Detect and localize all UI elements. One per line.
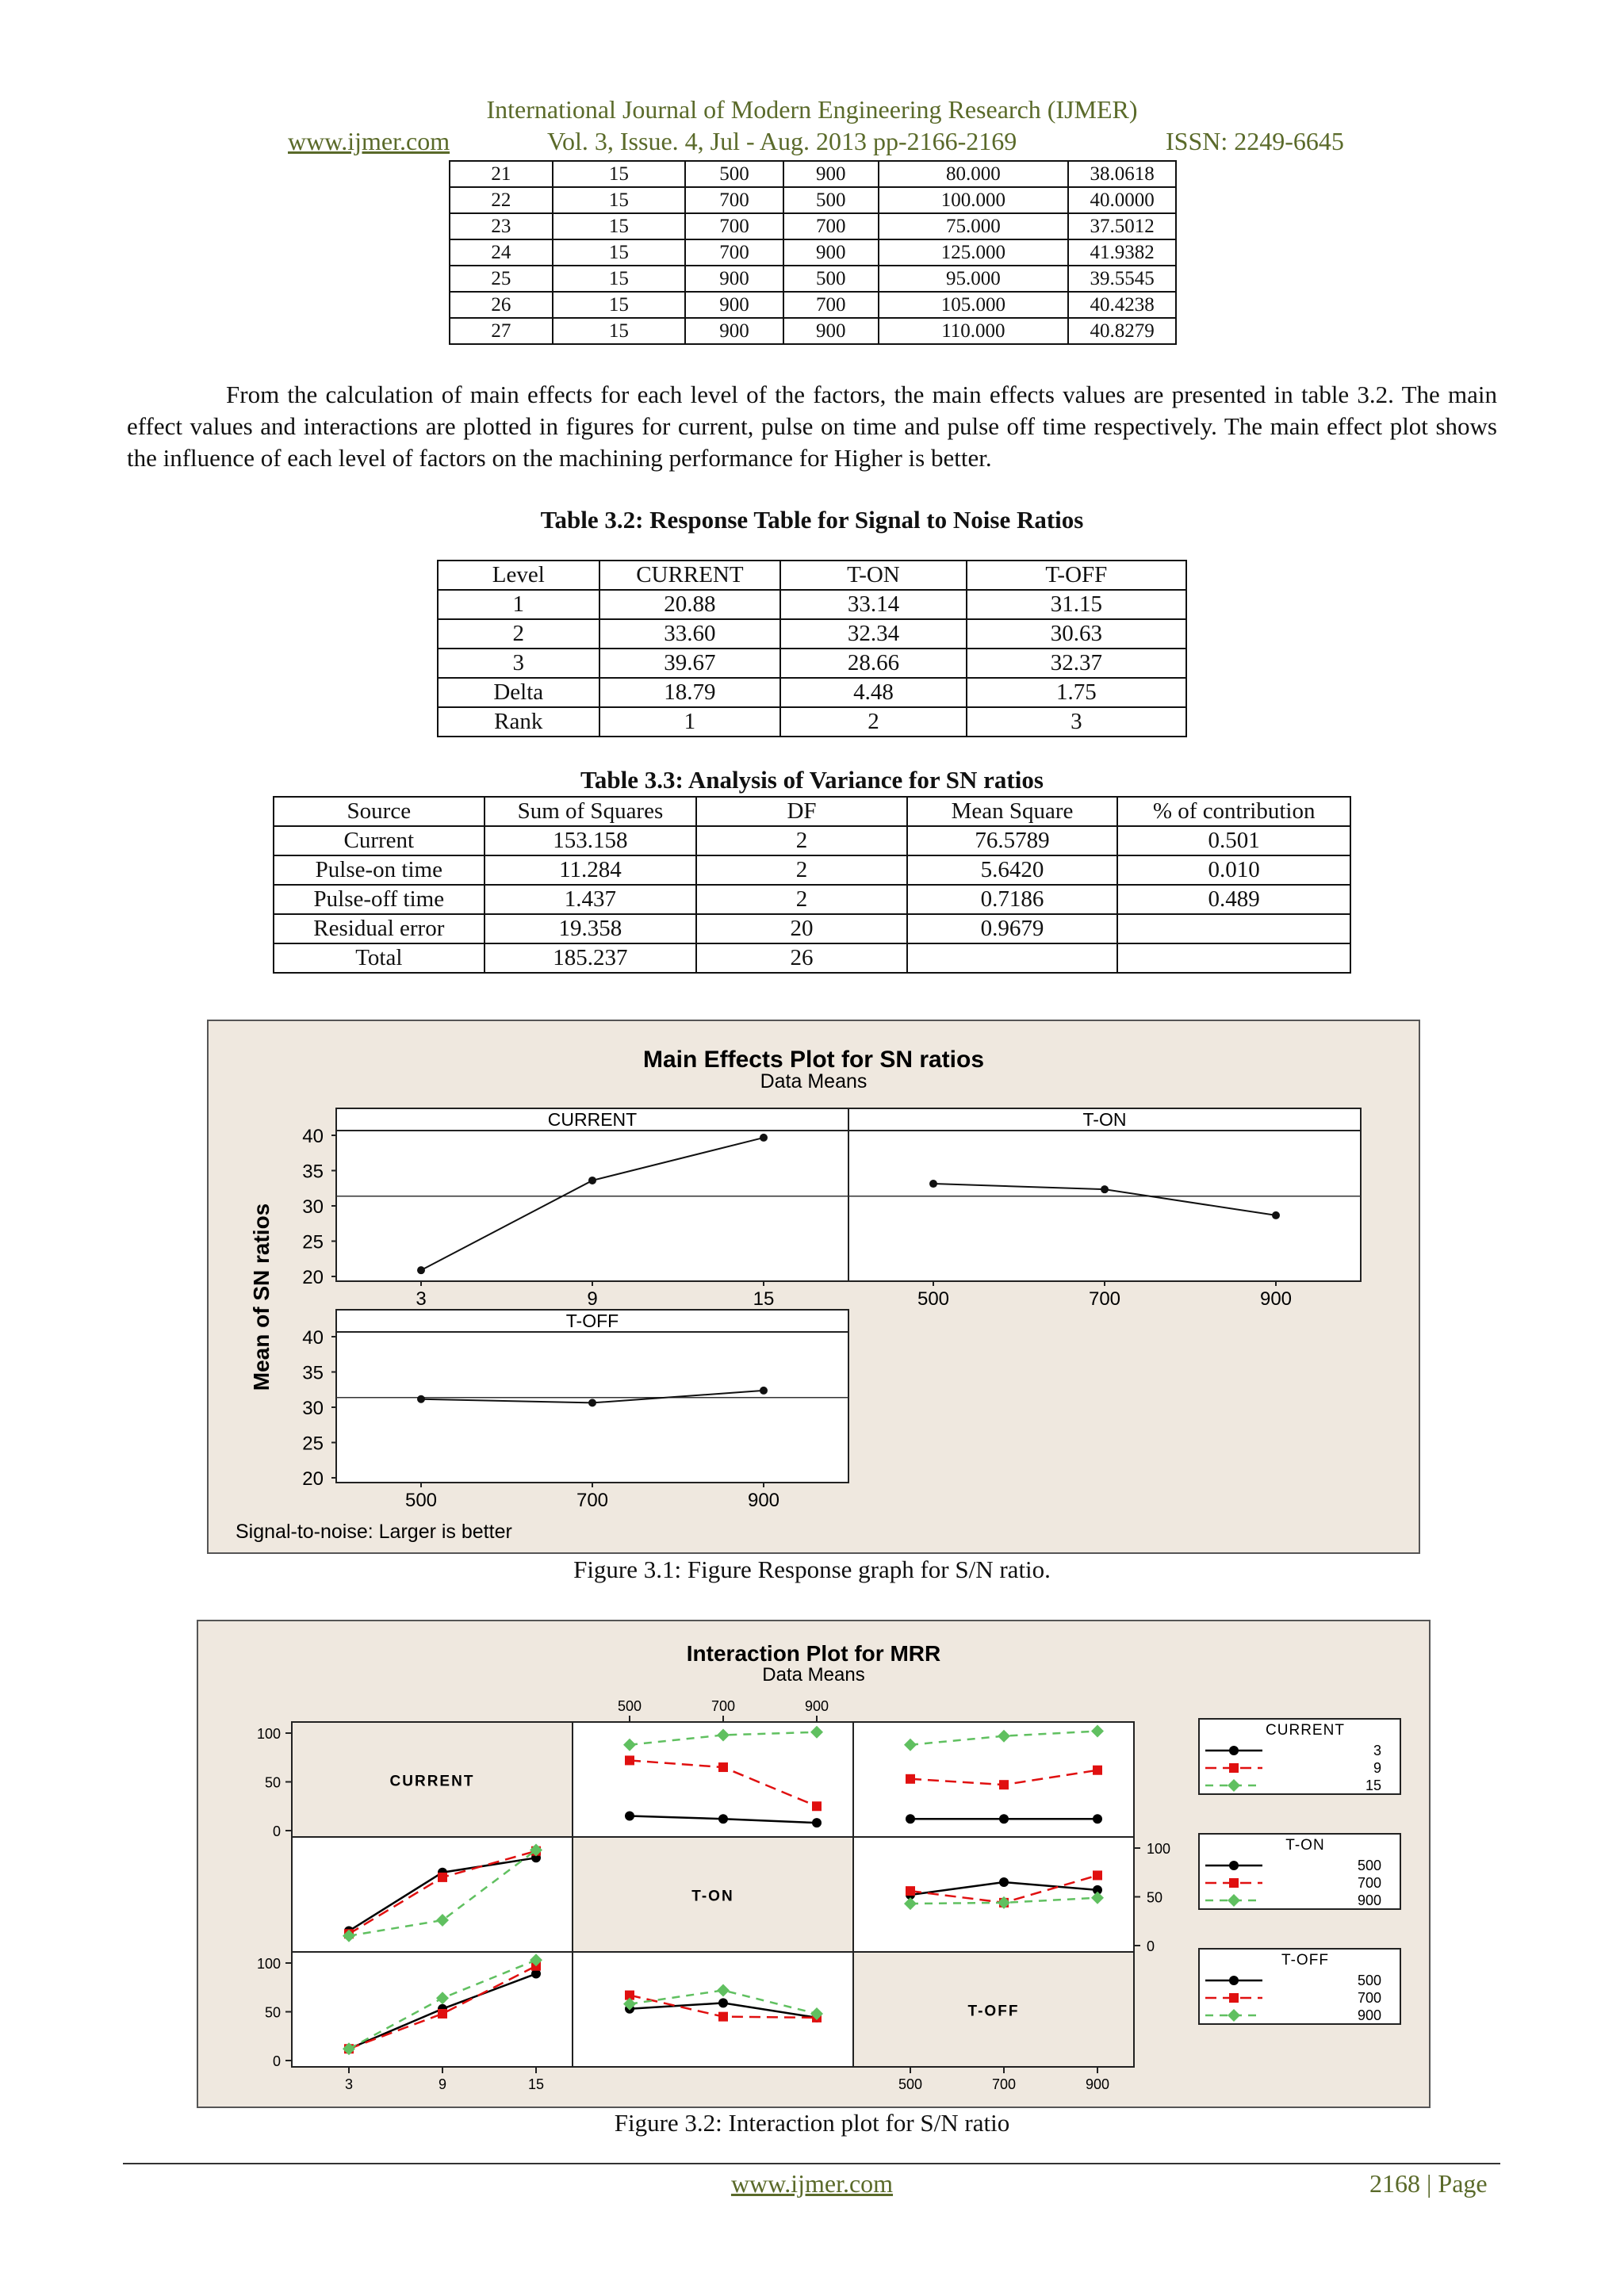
table-cell: 1 [599, 707, 781, 737]
y-tick-label: 20 [302, 1468, 324, 1490]
interaction-chart-frame [197, 1620, 1431, 2108]
data-point [812, 1801, 822, 1811]
table-cell: 15 [553, 318, 686, 344]
y-tick-label: 50 [264, 2004, 281, 2021]
x-tick-label: 900 [747, 1490, 780, 1511]
legend-title: T-OFF [1281, 1952, 1329, 1969]
table-cell: 41.9382 [1068, 239, 1176, 266]
table-cell: 700 [685, 213, 783, 239]
y-tick-label: 50 [1147, 1889, 1163, 1906]
data-point [438, 1873, 447, 1882]
data-point [1093, 1766, 1102, 1775]
table-row [438, 649, 1186, 678]
table-row [274, 855, 1350, 885]
chart-footnote: Signal-to-noise: Larger is better [236, 1521, 512, 1543]
table-cell: 900 [783, 318, 879, 344]
chart-title: Interaction Plot for MRR [686, 1641, 941, 1666]
data-point [999, 1780, 1009, 1789]
column-header: % of contribution [1117, 797, 1350, 826]
table-row [438, 678, 1186, 707]
footer-divider [123, 2163, 1500, 2164]
data-point [625, 1755, 634, 1765]
table-cell: 15 [553, 187, 686, 213]
table-cell: 20.88 [599, 590, 781, 619]
table-cell: 37.5012 [1068, 213, 1176, 239]
panel-frame [848, 1108, 1361, 1281]
table-cell: 900 [685, 318, 783, 344]
table-cell: 30.63 [967, 619, 1186, 649]
footer-url-link[interactable]: www.ijmer.com [730, 2169, 894, 2198]
y-tick-label: 100 [1147, 1841, 1171, 1857]
x-tick-label: 15 [527, 2076, 545, 2092]
x-tick-label: 500 [617, 1698, 642, 1714]
column-header: CURRENT [599, 561, 781, 590]
table-cell: 40.8279 [1068, 318, 1176, 344]
y-tick-label: 25 [302, 1433, 324, 1455]
body-paragraph [127, 379, 1497, 474]
chart-title: Main Effects Plot for SN ratios [642, 1047, 985, 1073]
data-point [588, 1399, 596, 1406]
table-row [438, 619, 1186, 649]
x-tick-label: 9 [438, 2076, 447, 2092]
table-cell: 24 [450, 239, 553, 266]
data-point [999, 1814, 1009, 1823]
y-tick-label: 100 [256, 1726, 281, 1742]
table-row [438, 707, 1186, 737]
table-cell: 105.000 [879, 292, 1068, 318]
y-tick-label: 0 [272, 2053, 281, 2069]
data-point [906, 1886, 915, 1896]
table-cell: 32.34 [780, 619, 966, 649]
legend-item-label: 900 [1357, 2007, 1381, 2023]
data-point [760, 1387, 768, 1395]
legend-item-label: 900 [1357, 1892, 1381, 1908]
table-cell: 1.75 [967, 678, 1186, 707]
panel-frame [336, 1310, 848, 1483]
main-effects-chart-frame [207, 1020, 1420, 1554]
table-row [274, 885, 1350, 914]
data-point [718, 1998, 728, 2007]
figure31-caption: Figure 3.1: Figure Response graph for S/N ratio. [573, 1556, 1051, 1583]
table-row [450, 187, 1176, 213]
diagonal-factor-label: CURRENT [389, 1773, 475, 1790]
table-cell: Total [274, 943, 485, 973]
chart-subtitle: Data Means [760, 1070, 868, 1093]
table-cell: 0.9679 [907, 914, 1118, 943]
y-tick-label: 50 [264, 1774, 281, 1791]
table-cell: 125.000 [879, 239, 1068, 266]
y-axis-label: Mean of SN ratios [249, 1203, 274, 1391]
table-cell: 0.489 [1117, 885, 1350, 914]
data-point [438, 2009, 447, 2019]
data-point [417, 1266, 425, 1274]
table-cell: 27 [450, 318, 553, 344]
table-row [450, 318, 1176, 344]
table-cell: 900 [685, 266, 783, 292]
y-tick-label: 25 [302, 1231, 324, 1253]
table-cell: 26 [450, 292, 553, 318]
table-cell: 0.7186 [907, 885, 1118, 914]
table-cell: Residual error [274, 914, 485, 943]
legend-item-label: 500 [1357, 1858, 1381, 1873]
table-header-row [438, 561, 1186, 590]
legend-marker [1229, 1763, 1239, 1773]
diagonal-factor-label: T-ON [691, 1888, 734, 1905]
main-effects-chart [209, 1021, 1419, 1552]
interaction-cell [573, 1952, 853, 2067]
table-cell: 0.501 [1117, 826, 1350, 855]
table-cell: 21 [450, 161, 553, 187]
table-cell: 2 [780, 707, 966, 737]
table-row [450, 161, 1176, 187]
data-point [929, 1180, 937, 1188]
table-cell: 500 [783, 187, 879, 213]
table-cell: 900 [783, 239, 879, 266]
data-point [906, 1814, 915, 1823]
legend-marker [1229, 1976, 1239, 1985]
data-point [417, 1395, 425, 1403]
legend-title: T-ON [1285, 1837, 1325, 1854]
legend-marker [1229, 1861, 1239, 1870]
table-cell: 4.48 [780, 678, 966, 707]
x-tick-label: 700 [710, 1698, 736, 1714]
table-cell: 31.15 [967, 590, 1186, 619]
table-cell: 2 [696, 885, 906, 914]
table-cell: 20 [696, 914, 906, 943]
interaction-chart [198, 1621, 1429, 2107]
data-point [812, 1818, 822, 1827]
legend-item-label: 700 [1357, 1875, 1381, 1891]
table32-caption: Table 3.2: Response Table for Signal to Noise Ratios [540, 506, 1084, 534]
column-header: Level [438, 561, 599, 590]
legend-item-label: 9 [1373, 1760, 1381, 1776]
interaction-cell [573, 1722, 853, 1837]
table-cell: Pulse-off time [274, 885, 485, 914]
column-header: Sum of Squares [485, 797, 697, 826]
table-cell: 28.66 [780, 649, 966, 678]
table-cell: 23 [450, 213, 553, 239]
legend-title: CURRENT [1266, 1722, 1345, 1739]
table-cell: 15 [553, 266, 686, 292]
journal-issn: ISSN: 2249-6645 [1166, 127, 1344, 155]
table-cell: 700 [685, 239, 783, 266]
table-cell: 22 [450, 187, 553, 213]
data-point [718, 2012, 728, 2022]
table-cell: 3 [438, 649, 599, 678]
diagonal-factor-label: T-OFF [967, 2003, 1020, 2020]
table33-anova-table [273, 796, 1351, 974]
table-row [450, 213, 1176, 239]
experiment-table-continuation [449, 160, 1177, 345]
table-cell: 40.4238 [1068, 292, 1176, 318]
table-cell: 26 [696, 943, 906, 973]
table-cell: 15 [553, 239, 686, 266]
column-header: DF [696, 797, 906, 826]
data-point [718, 1762, 728, 1772]
x-tick-label: 15 [753, 1288, 775, 1310]
legend-item-label: 700 [1357, 1990, 1381, 2006]
data-point [999, 1877, 1009, 1887]
table-cell: 900 [685, 292, 783, 318]
legend-marker [1229, 1878, 1239, 1888]
table-cell [1117, 943, 1350, 973]
table-cell: 33.14 [780, 590, 966, 619]
data-point [1272, 1211, 1280, 1219]
y-tick-label: 35 [302, 1362, 324, 1384]
x-tick-label: 900 [804, 1698, 829, 1714]
table-cell: Pulse-on time [274, 855, 485, 885]
y-tick-label: 0 [1147, 1938, 1155, 1954]
table-cell [907, 943, 1118, 973]
y-tick-label: 35 [302, 1161, 324, 1183]
table-cell: 25 [450, 266, 553, 292]
legend-marker [1229, 1993, 1239, 2003]
table-header-row [274, 797, 1350, 826]
data-point [1101, 1185, 1109, 1193]
legend-item-label: 500 [1357, 1973, 1381, 1988]
table-row [450, 266, 1176, 292]
data-point [906, 1774, 915, 1784]
table-cell: 110.000 [879, 318, 1068, 344]
table-cell: 39.67 [599, 649, 781, 678]
column-header: T-ON [780, 561, 966, 590]
table-cell: 153.158 [485, 826, 697, 855]
table-cell: 700 [783, 213, 879, 239]
table-cell: 11.284 [485, 855, 697, 885]
table-cell: 33.60 [599, 619, 781, 649]
data-point [1093, 1814, 1102, 1823]
table-cell: Current [274, 826, 485, 855]
table-cell: 80.000 [879, 161, 1068, 187]
table-cell: 19.358 [485, 914, 697, 943]
column-header: T-OFF [967, 561, 1186, 590]
x-tick-label: 9 [587, 1288, 598, 1310]
y-tick-label: 100 [256, 1956, 281, 1972]
table-cell: Delta [438, 678, 599, 707]
paragraph-text: From the calculation of main effects for each level of the factors, the main effects values are presented in table 3.2. The main effect values and interactions are plotted in figures for current, pulse on time and pulse off time respectively. The main effect plot shows the influence of each level of factors on the machining performance for Higher is better. [127, 381, 1497, 472]
table-row [274, 914, 1350, 943]
footer-page-number: 2168 | Page [1369, 2169, 1488, 2198]
x-tick-label: 500 [404, 1490, 438, 1511]
journal-volume: Vol. 3, Issue. 4, Jul - Aug. 2013 pp-2166-2169 [547, 127, 1017, 155]
table-cell: 500 [783, 266, 879, 292]
x-tick-label: 3 [344, 2076, 354, 2092]
table-cell: 185.237 [485, 943, 697, 973]
x-tick-label: 700 [991, 2076, 1017, 2092]
table-cell: 39.5545 [1068, 266, 1176, 292]
journal-url-link[interactable]: www.ijmer.com [288, 127, 450, 155]
column-header: Source [274, 797, 485, 826]
chart-subtitle: Data Means [762, 1664, 865, 1686]
y-tick-label: 20 [302, 1267, 324, 1288]
data-point [625, 1812, 634, 1821]
table-cell: 2 [696, 855, 906, 885]
table-cell: 15 [553, 213, 686, 239]
figure32-caption: Figure 3.2: Interaction plot for S/N ratio [614, 2109, 1010, 2137]
y-tick-label: 40 [302, 1327, 324, 1349]
legend-item-label: 15 [1365, 1777, 1381, 1793]
x-tick-label: 900 [1085, 2076, 1110, 2092]
x-tick-label: 500 [917, 1288, 950, 1310]
table-cell: Rank [438, 707, 599, 737]
table-row [274, 943, 1350, 973]
data-point [588, 1177, 596, 1184]
table-row [438, 590, 1186, 619]
table-cell: 76.5789 [907, 826, 1118, 855]
legend-item-label: 3 [1373, 1743, 1381, 1758]
table33-caption: Table 3.3: Analysis of Variance for SN ratios [580, 766, 1044, 794]
panel-label: T-OFF [565, 1311, 619, 1331]
panel-label: T-ON [1082, 1109, 1127, 1130]
x-tick-label: 700 [1088, 1288, 1121, 1310]
interaction-cell [853, 1837, 1134, 1952]
x-tick-label: 500 [898, 2076, 923, 2092]
x-tick-label: 900 [1259, 1288, 1293, 1310]
table-cell: 700 [685, 187, 783, 213]
table-cell: 18.79 [599, 678, 781, 707]
table-row [274, 826, 1350, 855]
x-tick-label: 3 [416, 1288, 427, 1310]
table-cell [1117, 914, 1350, 943]
table-cell: 0.010 [1117, 855, 1350, 885]
y-tick-label: 30 [302, 1398, 324, 1419]
table-cell: 95.000 [879, 266, 1068, 292]
y-tick-label: 30 [302, 1196, 324, 1218]
table-cell: 3 [967, 707, 1186, 737]
table-cell: 5.6420 [907, 855, 1118, 885]
table-cell: 2 [696, 826, 906, 855]
table-row [450, 239, 1176, 266]
data-point [718, 1814, 728, 1823]
table-cell: 100.000 [879, 187, 1068, 213]
table-cell: 40.0000 [1068, 187, 1176, 213]
table-cell: 1.437 [485, 885, 697, 914]
table-cell: 15 [553, 292, 686, 318]
table-cell: 32.37 [967, 649, 1186, 678]
table-row [450, 292, 1176, 318]
table-cell: 1 [438, 590, 599, 619]
table-cell: 15 [553, 161, 686, 187]
table32-response-table [437, 560, 1187, 737]
panel-label: CURRENT [547, 1109, 638, 1130]
table-cell: 500 [685, 161, 783, 187]
table-cell: 700 [783, 292, 879, 318]
column-header: Mean Square [907, 797, 1118, 826]
y-tick-label: 0 [272, 1823, 281, 1839]
table-cell: 900 [783, 161, 879, 187]
table-cell: 2 [438, 619, 599, 649]
legend-marker [1229, 1746, 1239, 1755]
data-point [760, 1134, 768, 1142]
table-cell: 38.0618 [1068, 161, 1176, 187]
table-cell: 75.000 [879, 213, 1068, 239]
data-point [1093, 1870, 1102, 1880]
x-tick-label: 700 [576, 1490, 609, 1511]
panel-frame [336, 1108, 848, 1281]
journal-title: International Journal of Modern Engineering Research (IJMER) [486, 95, 1138, 124]
y-tick-label: 40 [302, 1126, 324, 1147]
